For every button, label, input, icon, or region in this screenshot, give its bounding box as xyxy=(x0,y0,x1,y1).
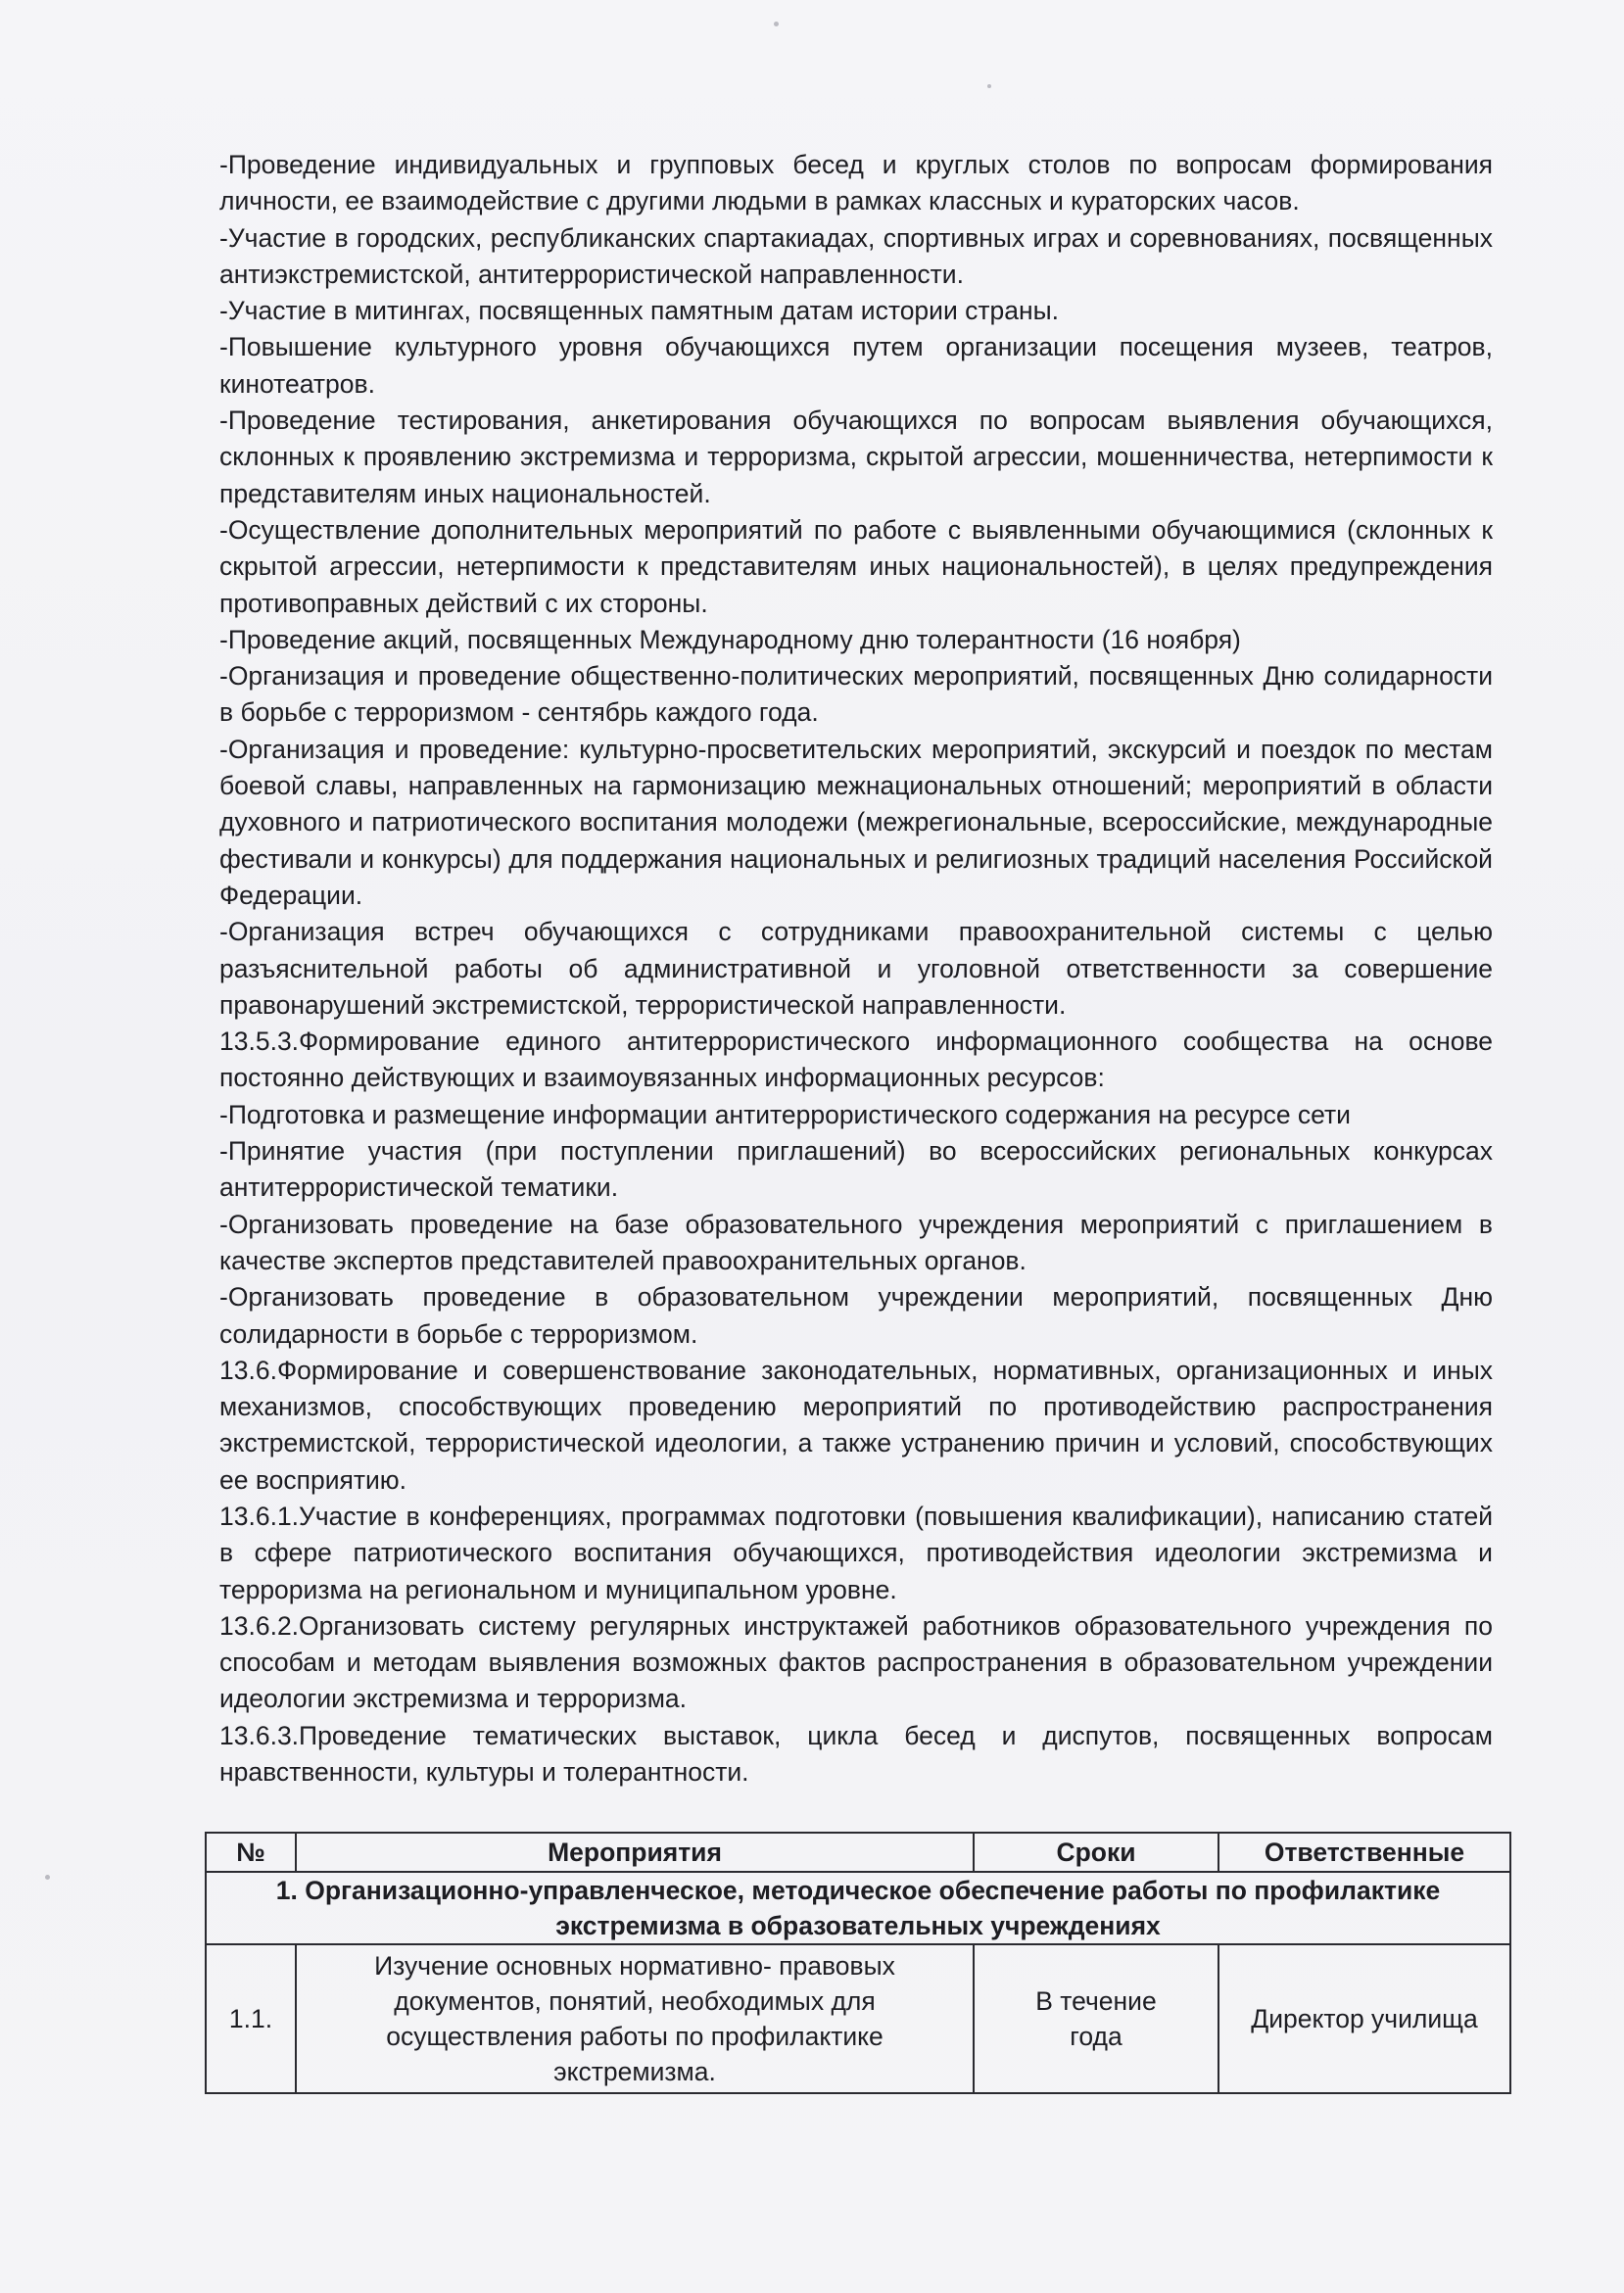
paragraph: -Проведение акций, посвященных Международному дню толерантности (16 ноября) xyxy=(219,624,1241,654)
scan-speck xyxy=(45,1875,50,1880)
header-number: № xyxy=(206,1833,296,1872)
paragraph: -Организация и проведение общественно-политических мероприятий, посвященных Дню солидарности в борьбе с терроризмом - сентябрь каждого года. xyxy=(219,661,1493,728)
paragraph: -Проведение индивидуальных и групповых бесед и круглых столов по вопросам формирования личности, ее взаимодействие с другими людьми в рамках классных и кураторских часов. xyxy=(219,150,1493,216)
row-term: В течение года xyxy=(974,1944,1218,2093)
paragraph: -Организовать проведение в образовательном учреждении мероприятий, посвященных Дню солидарности в борьбе с терроризмом. xyxy=(219,1282,1493,1349)
paragraph: -Участие в митингах, посвященных памятным датам истории страны. xyxy=(219,296,1060,326)
section-title: 1. Организационно-управленческое, методическое обеспечение работы по профилактике экстремизма в образовательных учреждениях xyxy=(206,1872,1510,1944)
paragraph: -Организовать проведение на базе образовательного учреждения мероприятий с приглашением в качестве экспертов представителей правоохранительных органов. xyxy=(219,1209,1493,1275)
paragraph: -Участие в городских, республиканских спартакиадах, спортивных играх и соревнованиях, посвященных антиэкстремистской, антитеррористической направленности. xyxy=(219,222,1493,289)
paragraph: 13.6.Формирование и совершенствование законодательных, нормативных, организационных и иных механизмов, способствующих проведению мероприятий по противодействию распространения экстремистской, террористической идеологии, а также устранению причин и условий, способствующих ее восприятию. xyxy=(219,1355,1493,1495)
paragraph: -Подготовка и размещение информации антитеррористического содержания на ресурсе сети xyxy=(219,1099,1351,1129)
table-header-row xyxy=(206,1833,1510,1872)
table-row xyxy=(206,1944,1510,2093)
paragraph: -Принятие участия (при поступлении приглашений) во всероссийских региональных конкурсах антитеррористической тематики. xyxy=(219,1136,1493,1203)
header-activities: Мероприятия xyxy=(296,1833,974,1872)
paragraph: -Повышение культурного уровня обучающихся путем организации посещения музеев, театров, кинотеатров. xyxy=(219,332,1493,399)
scan-speck xyxy=(774,22,779,26)
header-terms: Сроки xyxy=(974,1833,1218,1872)
header-responsible: Ответственные xyxy=(1218,1833,1510,1872)
row-number: 1.1. xyxy=(206,1944,296,2093)
scan-speck xyxy=(987,84,991,88)
paragraph: -Проведение тестирования, анкетирования обучающихся по вопросам выявления обучающихся, склонных к проявлению экстремизма и терроризма, скрытой агрессии, мошенничества, нетерпимости к представителям иных национальностей. xyxy=(219,406,1493,508)
paragraph: -Организация встреч обучающихся с сотрудниками правоохранительной системы с целью разъяснительной работы об административной и уголовной ответственности за совершение правонарушений экстремистской, террористической направленности. xyxy=(219,917,1493,1020)
paragraph: -Осуществление дополнительных мероприятий по работе с выявленными обучающимися (склонных к скрытой агрессии, нетерпимости к представителям иных национальностей), в целях предупреждения противоправных действий с их стороны. xyxy=(219,514,1493,618)
activities-table xyxy=(205,1832,1511,2094)
paragraph: 13.6.1.Участие в конференциях, программах подготовки (повышения квалификации), написанию статей в сфере патриотического воспитания обучающихся, противодействия идеологии экстремизма и терроризма на региональном и муниципальном уровне. xyxy=(219,1501,1493,1604)
paragraph: 13.5.3.Формирование единого антитеррористического информационного сообщества на основе постоянно действующих и взаимоувязанных информационных ресурсов: xyxy=(219,1027,1493,1093)
paragraph: 13.6.3.Проведение тематических выставок, цикла бесед и диспутов, посвященных вопросам нравственности, культуры и толерантности. xyxy=(219,1720,1493,1788)
paragraph: -Организация и проведение: культурно-просветительских мероприятий, экскурсий и поездок по местам боевой славы, направленных на гармонизацию межнациональных отношений; мероприятий в области духовного и патриотического воспитания молодежи (межрегиональные, всероссийские, международные фестивали и конкурсы) для поддержания национальных и религиозных традиций населения Российской Федерации. xyxy=(219,734,1493,910)
body-text xyxy=(219,147,1493,1791)
table-section-row xyxy=(206,1872,1510,1944)
row-responsible: Директор училища xyxy=(1218,1944,1510,2093)
paragraph: 13.6.2.Организовать систему регулярных инструктажей работников образовательного учреждения по способам и методам выявления возможных фактов распространения в образовательном учреждении идеологии экстремизма и терроризма. xyxy=(219,1610,1493,1714)
row-activity: Изучение основных нормативно- правовых документов, понятий, необходимых для осуществления работы по профилактике экстремизма. xyxy=(296,1944,974,2093)
